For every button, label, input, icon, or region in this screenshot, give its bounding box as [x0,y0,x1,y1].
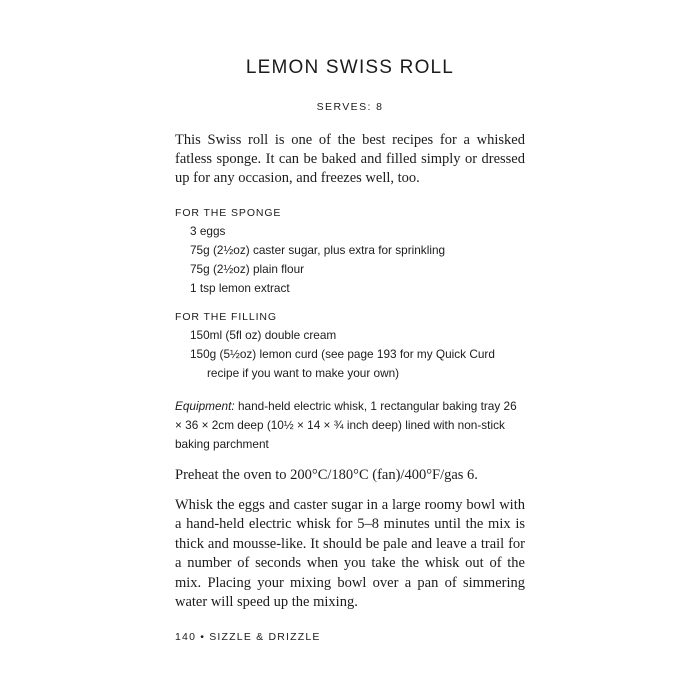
sponge-ingredient-list [175,222,525,298]
recipe-page [175,0,525,700]
method-step: Preheat the oven to 200°C/180°C (fan)/400°F/gas 6. [175,467,478,483]
serves-label: SERVES: 8 [316,101,384,113]
sponge-section [175,204,525,298]
filling-ingredient-list [175,326,525,383]
recipe-intro: This Swiss roll is one of the best recipes for a whisked fatless sponge. It can be baked and filled simply or dressed up for any occasion, and freezes well, too. [175,132,525,187]
filling-section [175,308,525,383]
ingredient-item: 1 tsp lemon extract [190,281,290,295]
ingredient-curd-continuation: recipe if you want to make your own) [207,366,400,380]
equipment-label: Equipment: [175,399,235,413]
equipment-text: hand-held electric whisk, 1 rectangular baking tray 26 × 36 × 2cm deep (10½ × 14 × ¾ inch deep) lined with non-stick baking parchment [175,399,517,451]
page-footer: 140 • SIZZLE & DRIZZLE [175,631,321,643]
ingredient-curd-line: 150g (5½oz) lemon curd (see page 193 for my Quick Curd [190,347,495,361]
ingredient-item: 75g (2½oz) caster sugar, plus extra for sprinkling [190,243,446,257]
filling-heading: FOR THE FILLING [175,311,277,323]
ingredient-item: 3 eggs [190,224,226,238]
ingredient-item [175,345,525,383]
equipment-note [175,397,525,454]
ingredient-item: 75g (2½oz) plain flour [190,262,305,276]
sponge-heading: FOR THE SPONGE [175,207,282,219]
recipe-title: LEMON SWISS ROLL [245,57,455,78]
method-step: Whisk the eggs and caster sugar in a large roomy bowl with a hand-held electric whisk for 5–8 minutes until the mix is thick and mousse-like. It should be pale and leave a trail for a number of seconds when you take the whisk out of the mix. Placing your mixing bowl over a pan of simmering water will speed up the mixing. [175,497,525,611]
ingredient-item: 150ml (5fl oz) double cream [190,328,337,342]
